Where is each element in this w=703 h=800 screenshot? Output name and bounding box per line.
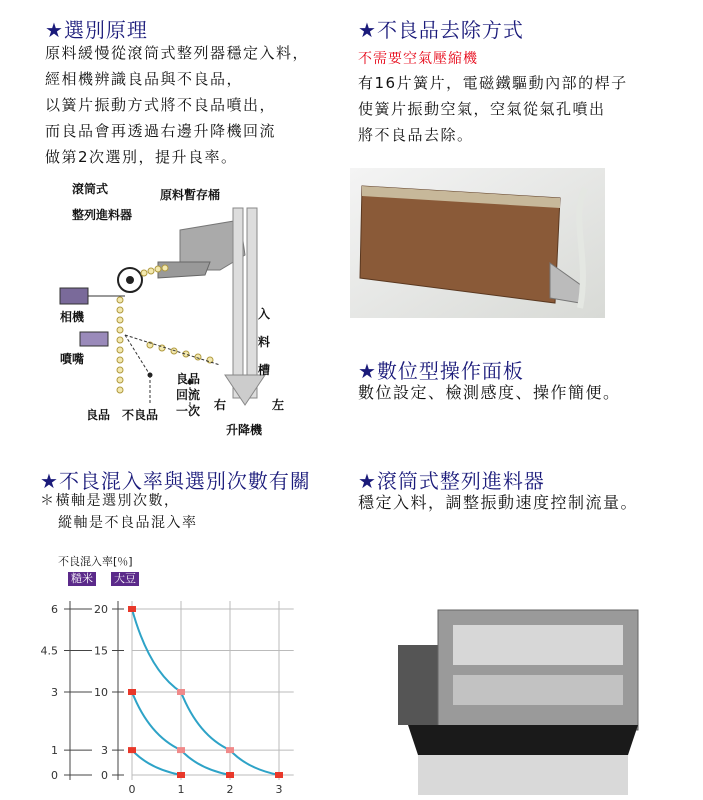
good-label: 良品 bbox=[86, 408, 111, 422]
tick-label-right: 3 bbox=[101, 744, 108, 758]
inlet-label: 入 bbox=[258, 307, 271, 321]
text-line: 經相機辨識良品與不良品， bbox=[45, 70, 244, 88]
reject-method-text bbox=[358, 70, 628, 148]
tick-label-left: 0 bbox=[51, 769, 58, 782]
axis-tag-right: 大豆 bbox=[111, 572, 139, 586]
star-icon: ★ bbox=[358, 359, 377, 383]
reject-method-title: 不良品去除方式 bbox=[376, 18, 524, 42]
data-point bbox=[128, 747, 136, 753]
star-icon: ★ bbox=[45, 18, 64, 42]
roller-feeder-text: 穩定入料，調整振動速度控制流量。 bbox=[358, 493, 639, 512]
elevator-arrow bbox=[225, 375, 265, 405]
tick-label-left: 4.5 bbox=[40, 644, 58, 658]
section-title-reject-method bbox=[358, 14, 524, 43]
no-compressor-note: 不需要空氣壓縮機 bbox=[358, 51, 478, 67]
output-plate bbox=[408, 725, 638, 755]
tick-label-x: 3 bbox=[275, 783, 283, 796]
data-point bbox=[128, 606, 136, 612]
elevator-label: 升降機 bbox=[226, 423, 263, 437]
right-label: 右 bbox=[214, 398, 227, 412]
text-line: 而良品會再透過右邊升降機回流 bbox=[45, 122, 277, 140]
recycle-label: 回流 bbox=[176, 388, 201, 402]
text-line: 使簧片振動空氣，空氣從氣孔噴出 bbox=[358, 100, 606, 118]
section-title-sorting-principle bbox=[45, 14, 148, 43]
data-point bbox=[226, 772, 234, 778]
tick-label-left: 3 bbox=[51, 686, 58, 699]
elevator-rail-left bbox=[233, 208, 243, 398]
nozzle-label: 噴嘴 bbox=[60, 352, 85, 366]
text-line: 有16片簧片，電磁鐵驅動內部的桿子 bbox=[358, 74, 628, 92]
roller-feeder-title: 滾筒式整列進料器 bbox=[376, 469, 545, 493]
recycle-label: 一次 bbox=[176, 404, 201, 418]
panel-title: 數位型操作面板 bbox=[376, 359, 524, 383]
data-point bbox=[226, 747, 234, 753]
upper-roller bbox=[453, 625, 623, 665]
elevator-rail-right bbox=[247, 208, 257, 398]
base-shape bbox=[418, 755, 628, 795]
chart-note-y: 縱軸是不良品混入率 bbox=[58, 515, 198, 531]
star-icon: ★ bbox=[40, 469, 59, 493]
tick-label-right: 20 bbox=[94, 603, 108, 616]
text-line: 原料緩慢從滾筒式整列器穩定入料， bbox=[45, 44, 310, 62]
tick-label-x: 0 bbox=[128, 783, 136, 796]
star-icon: ★ bbox=[358, 469, 377, 493]
tick-label-left: 1 bbox=[51, 744, 58, 758]
tick-label-left: 6 bbox=[51, 603, 58, 616]
roller-feeder-photo bbox=[398, 605, 648, 795]
series-line bbox=[132, 750, 181, 775]
mix-rate-chart bbox=[0, 585, 320, 800]
data-point bbox=[275, 772, 283, 778]
tick-label-right: 0 bbox=[101, 769, 108, 782]
roller-feeder-label: 滾筒式 bbox=[72, 182, 109, 196]
sorting-principle-text bbox=[45, 40, 309, 170]
sorting-principle-title: 選別原理 bbox=[63, 18, 148, 42]
mix-rate-title: 不良混入率與選別次數有關 bbox=[58, 469, 311, 493]
tick-label-x: 2 bbox=[226, 783, 234, 796]
data-point bbox=[128, 689, 136, 695]
reed-plate-photo bbox=[350, 168, 605, 318]
chart-note-x: ＊橫軸是選別次數， bbox=[40, 493, 180, 509]
text-line: 做第2次選別，提升良率。 bbox=[45, 148, 238, 166]
tick-label-right: 15 bbox=[94, 644, 108, 658]
axis-tag-left: 糙米 bbox=[68, 572, 96, 586]
recycle-label: 良品 bbox=[176, 372, 201, 386]
tick-label-x: 1 bbox=[177, 783, 185, 796]
roller-hub bbox=[126, 276, 134, 284]
lower-roller bbox=[453, 675, 623, 705]
data-point bbox=[177, 772, 185, 778]
text-line: 將不良品去除。 bbox=[358, 126, 474, 144]
text-line: 以簧片振動方式將不良品噴出， bbox=[45, 96, 277, 114]
data-point bbox=[177, 689, 185, 695]
chart-ylabel: 不良混入率[％] bbox=[58, 555, 133, 568]
reject-path bbox=[125, 335, 150, 375]
bad-label: 不良品 bbox=[122, 408, 159, 422]
camera-label: 相機 bbox=[60, 310, 85, 324]
inlet-label: 料 bbox=[258, 335, 271, 349]
roller-feeder-label: 整列進料器 bbox=[72, 208, 133, 222]
panel-text: 數位設定、檢測感度、操作簡便。 bbox=[358, 383, 621, 402]
hopper-label: 原料暫存桶 bbox=[160, 188, 221, 202]
nozzle-shape bbox=[80, 332, 108, 346]
data-point bbox=[177, 747, 185, 753]
camera-shape bbox=[60, 288, 88, 304]
star-icon: ★ bbox=[358, 18, 377, 42]
left-label: 左 bbox=[272, 398, 285, 412]
inlet-label: 槽 bbox=[258, 363, 271, 377]
tick-label-right: 10 bbox=[94, 686, 108, 699]
